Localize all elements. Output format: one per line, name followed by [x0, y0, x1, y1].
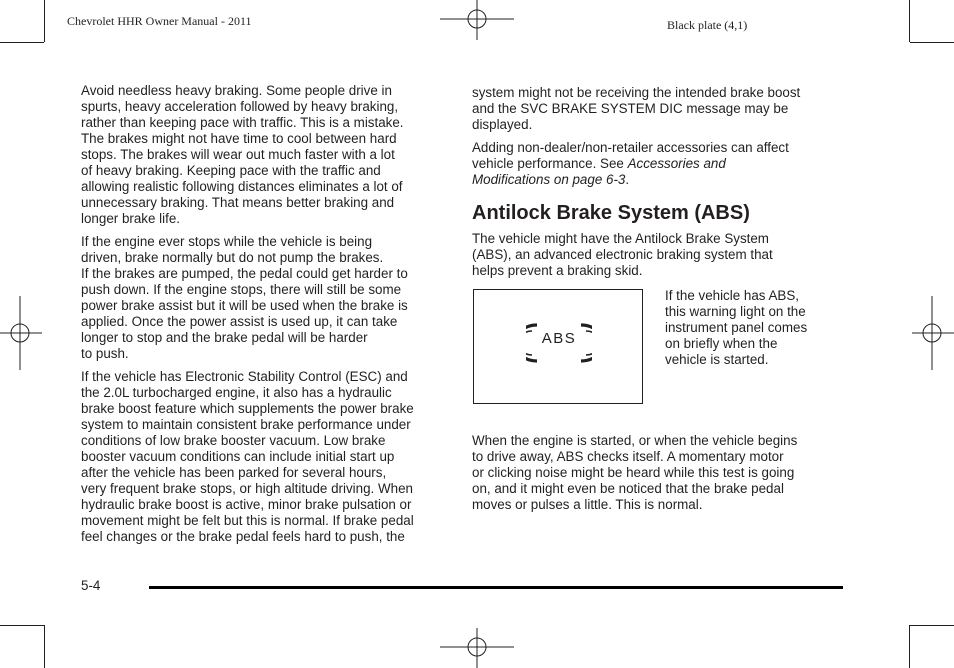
text-line: conditions of low brake booster vacuum. Low brake: [81, 433, 386, 448]
registration-mark-left-icon: [0, 296, 42, 370]
text-line: spurts, heavy acceleration followed by heavy braking,: [81, 99, 399, 114]
text-line: When the engine is started, or when the vehicle begins: [472, 433, 798, 448]
crop-mark: [909, 0, 910, 42]
abs-warning-label: ABS: [541, 330, 577, 347]
abs-warning-figure: [473, 289, 643, 404]
text-line: booster vacuum conditions can include initial start up: [81, 449, 395, 464]
text-line: feel changes or the brake pedal feels hard to push, the: [81, 529, 405, 544]
header-plate-label: Black plate (4,1): [667, 18, 748, 32]
text-line: If the vehicle has ABS,: [665, 288, 799, 303]
text-line: The brakes might not have time to cool between hard: [81, 131, 397, 146]
text-line: stops. The brakes will wear out much faster with a lot: [81, 147, 395, 162]
text-line: longer to stop and the brake pedal will be harder: [81, 330, 368, 345]
paragraph-accessories: [472, 140, 838, 188]
accessories-link[interactable]: Accessories and: [627, 156, 726, 171]
paragraph-abs-intro: [472, 231, 838, 279]
text-line: after the vehicle has been parked for several hours,: [81, 465, 387, 480]
text-line: If the vehicle has Electronic Stability Control (ESC) and: [81, 369, 408, 384]
text-line: [472, 156, 838, 172]
paragraph-engine-stops: [81, 234, 447, 362]
text-line: If the engine ever stops while the vehicle is being: [81, 234, 373, 249]
text-line: instrument panel comes: [665, 320, 808, 335]
text-line: power brake assist but it will be used when the brake is: [81, 298, 408, 313]
text-line: displayed.: [472, 117, 533, 132]
text-fragment: vehicle performance. See: [472, 156, 628, 171]
crop-mark: [910, 625, 954, 626]
registration-mark-bottom-icon: [440, 628, 514, 668]
text-line: If the brakes are pumped, the pedal could get harder to: [81, 266, 408, 281]
right-column: [472, 85, 838, 195]
paragraph-abs-self-check: [472, 433, 838, 513]
text-line: (ABS), an advanced electronic braking system that: [472, 247, 773, 262]
text-line: allowing realistic following distances eliminates a lot of: [81, 179, 403, 194]
crop-mark: [44, 625, 45, 668]
left-column: [81, 83, 447, 552]
accessories-link-continued[interactable]: Modifications on page 6-3: [472, 172, 626, 187]
text-line: to drive away, ABS checks itself. A momentary motor: [472, 449, 784, 464]
text-line: on briefly when the: [665, 336, 778, 351]
text-line: hydraulic brake boost is active, minor brake pulsation or: [81, 497, 412, 512]
header-manual-title: Chevrolet HHR Owner Manual - 2011: [67, 14, 252, 28]
section-heading: Antilock Brake System (ABS): [472, 202, 750, 224]
registration-mark-right-icon: [912, 296, 954, 370]
page-number: 5-4: [81, 578, 101, 593]
abs-self-check: [472, 433, 838, 520]
text-line: of heavy braking. Keeping pace with the traffic and: [81, 163, 381, 178]
text-line: longer brake life.: [81, 211, 180, 226]
crop-mark: [0, 625, 44, 626]
text-line: push down. If the engine stops, there will still be some: [81, 282, 402, 297]
text-line: very frequent brake stops, or high altitude driving. When: [81, 481, 413, 496]
text-line: this warning light on the: [665, 304, 806, 319]
paragraph-heavy-braking: [81, 83, 447, 227]
text-line: system to maintain consistent brake performance under: [81, 417, 411, 432]
text-line: helps prevent a braking skid.: [472, 263, 643, 278]
text-fragment: .: [625, 172, 630, 187]
crop-mark: [909, 625, 910, 668]
text-line: The vehicle might have the Antilock Brake System: [472, 231, 769, 246]
text-line: or clicking noise might be heard while this test is going: [472, 465, 795, 480]
paragraph-figure-caption: [665, 288, 865, 368]
text-line: vehicle is started.: [665, 352, 769, 367]
paragraph-esc-brake-boost: [81, 369, 447, 545]
text-line: brake boost feature which supplements the power brake: [81, 401, 414, 416]
crop-mark: [0, 42, 44, 43]
text-line: unnecessary braking. That means better braking and: [81, 195, 395, 210]
text-line: Avoid needless heavy braking. Some people drive in: [81, 83, 392, 98]
text-line: applied. Once the power assist is used up, it can take: [81, 314, 398, 329]
abs-intro: [472, 231, 838, 286]
text-line: the 2.0L turbocharged engine, it also has a hydraulic: [81, 385, 392, 400]
text-line: movement might be felt but this is normal. If brake pedal: [81, 513, 414, 528]
figure-caption: [665, 288, 865, 375]
text-line: and the SVC BRAKE SYSTEM DIC message may be: [472, 101, 789, 116]
registration-mark-top-icon: [440, 0, 514, 40]
text-line: [472, 172, 838, 188]
text-line: Adding non-dealer/non-retailer accessories can affect: [472, 140, 789, 155]
text-line: system might not be receiving the intended brake boost: [472, 85, 801, 100]
footer-rule: [149, 586, 843, 589]
text-line: to push.: [81, 346, 129, 361]
text-line: driven, brake normally but do not pump the brakes.: [81, 250, 384, 265]
paragraph-brake-boost-continued: [472, 85, 838, 133]
text-line: rather than keeping pace with traffic. This is a mistake.: [81, 115, 404, 130]
text-line: on, and it might even be noticed that the brake pedal: [472, 481, 784, 496]
crop-mark: [44, 0, 45, 42]
text-line: moves or pulses a little. This is normal.: [472, 497, 703, 512]
crop-mark: [910, 42, 954, 43]
